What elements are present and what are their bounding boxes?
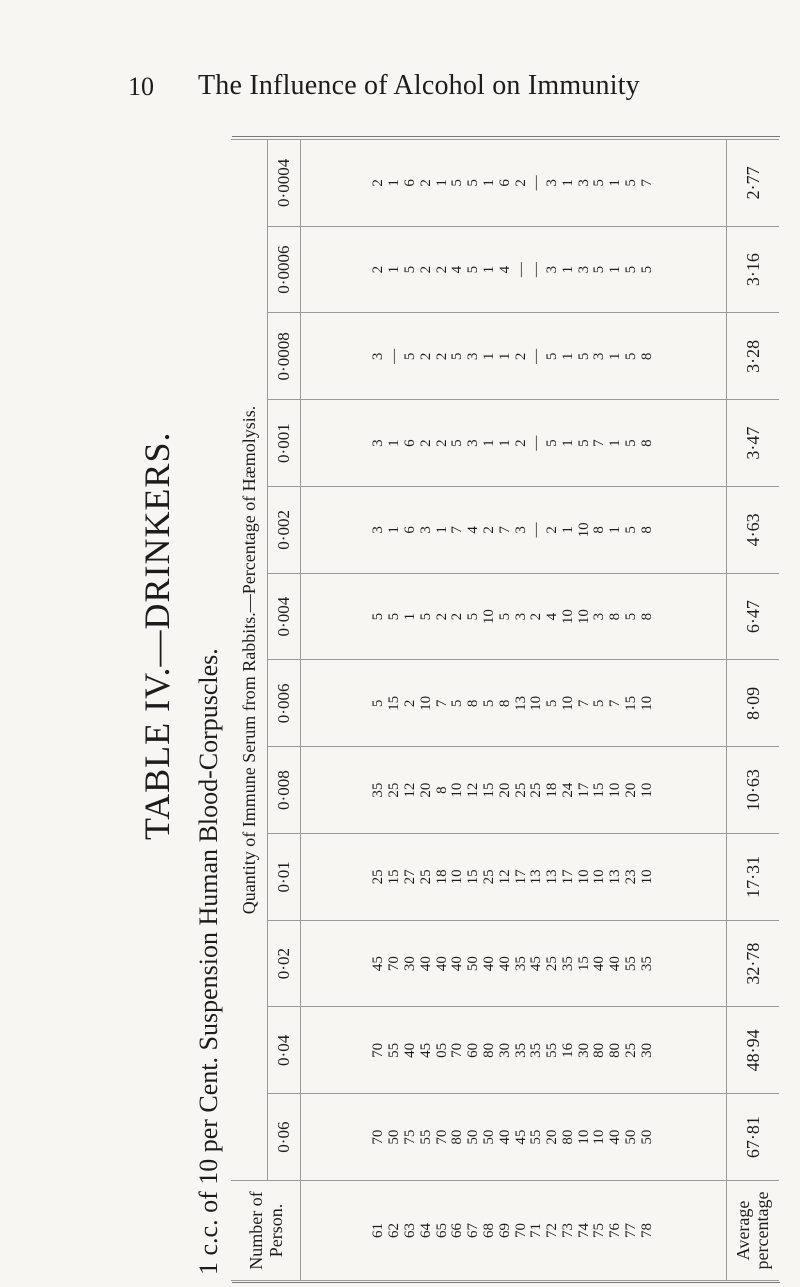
haemolysis-value: 8 xyxy=(433,786,450,794)
haemolysis-value: 1 xyxy=(480,265,497,274)
haemolysis-table-frame xyxy=(231,139,779,1281)
haemolysis-value: 7 xyxy=(433,699,450,708)
haemolysis-value: 25 xyxy=(528,782,545,798)
haemolysis-value: 3 xyxy=(417,526,434,534)
concentration-header: 0·008 xyxy=(268,747,301,834)
haemolysis-value: 5 xyxy=(623,179,640,187)
haemolysis-value: 5 xyxy=(449,352,466,361)
haemolysis-value: 5 xyxy=(623,352,640,361)
haemolysis-value: 3 xyxy=(512,612,529,621)
haemolysis-value: 25 xyxy=(480,869,497,885)
table-bottom-rule xyxy=(232,1282,780,1283)
haemolysis-value: 45 xyxy=(528,956,545,972)
haemolysis-value: 5 xyxy=(623,265,640,274)
haemolysis-value: 4 xyxy=(544,612,561,621)
haemolysis-value: 7 xyxy=(496,526,513,534)
haemolysis-value: 10 xyxy=(638,782,655,798)
haemolysis-value: 80 xyxy=(607,1042,624,1058)
haemolysis-column xyxy=(301,1007,727,1094)
average-label: Average percentage xyxy=(727,1181,780,1281)
haemolysis-value: 35 xyxy=(559,956,576,972)
page-number: 10 xyxy=(128,72,154,101)
haemolysis-value: 40 xyxy=(401,1042,418,1058)
haemolysis-value: 8 xyxy=(465,699,482,708)
concentration-header: 0·0006 xyxy=(268,226,301,313)
haemolysis-value: 40 xyxy=(449,956,466,972)
haemolysis-value: 50 xyxy=(465,956,482,972)
haemolysis-value: 10 xyxy=(575,1129,592,1145)
haemolysis-value: 15 xyxy=(623,695,640,711)
concentration-header: 0·01 xyxy=(268,834,301,921)
haemolysis-value: 1 xyxy=(386,179,403,187)
haemolysis-value: 45 xyxy=(512,1129,529,1145)
haemolysis-column xyxy=(301,747,727,834)
haemolysis-value: 10 xyxy=(638,869,655,885)
haemolysis-value: 70 xyxy=(386,956,403,972)
table-top-rule xyxy=(232,136,780,137)
haemolysis-column xyxy=(301,140,727,227)
haemolysis-value: 10 xyxy=(417,695,434,711)
haemolysis-value: 80 xyxy=(449,1129,466,1145)
haemolysis-column xyxy=(301,1094,727,1181)
haemolysis-value: 15 xyxy=(575,956,592,972)
person-number: 65 xyxy=(433,1223,450,1238)
haemolysis-value: 10 xyxy=(591,1129,608,1145)
haemolysis-value: 10 xyxy=(449,782,466,798)
haemolysis-value: 1 xyxy=(607,352,624,361)
haemolysis-value: 6 xyxy=(401,439,418,447)
table-title: TABLE IV.—DRINKERS. xyxy=(137,431,177,840)
person-number: 69 xyxy=(496,1223,513,1238)
haemolysis-value: 2 xyxy=(512,439,529,447)
haemolysis-value: 15 xyxy=(480,782,497,798)
haemolysis-value: 80 xyxy=(480,1042,497,1058)
haemolysis-value: 10 xyxy=(480,609,497,625)
haemolysis-value: 70 xyxy=(433,1129,450,1145)
haemolysis-column xyxy=(301,313,727,400)
concentration-header: 0·001 xyxy=(268,400,301,487)
haemolysis-value: 55 xyxy=(623,956,640,972)
haemolysis-value: 25 xyxy=(544,956,561,972)
haemolysis-value: 1 xyxy=(433,526,450,534)
table-titles xyxy=(120,140,230,1280)
haemolysis-value: 7 xyxy=(607,699,624,708)
haemolysis-value: 15 xyxy=(386,869,403,885)
haemolysis-value: 40 xyxy=(480,956,497,972)
haemolysis-value: 1 xyxy=(386,265,403,274)
haemolysis-value: 10 xyxy=(575,522,592,538)
haemolysis-value: 5 xyxy=(623,612,640,621)
haemolysis-value: 20 xyxy=(496,782,513,798)
average-value: 17·31 xyxy=(727,834,780,921)
haemolysis-value: 1 xyxy=(607,439,624,447)
haemolysis-value: 4 xyxy=(496,265,513,274)
haemolysis-value: 30 xyxy=(401,956,418,972)
haemolysis-column xyxy=(301,573,727,660)
haemolysis-value: 2 xyxy=(433,612,450,621)
haemolysis-value: 10 xyxy=(575,609,592,625)
haemolysis-value: 4 xyxy=(449,265,466,274)
haemolysis-value: 2 xyxy=(370,265,387,274)
quantity-super-header: Quantity of Immune Serum from Rabbits.—Percentage of Hæmolysis. xyxy=(231,140,268,1181)
concentration-header-row xyxy=(268,140,301,1281)
haemolysis-value: 1 xyxy=(559,179,576,187)
person-number: 70 xyxy=(512,1223,529,1238)
haemolysis-value: 5 xyxy=(575,439,592,447)
haemolysis-value: 2 xyxy=(528,612,545,621)
haemolysis-value: 10 xyxy=(638,695,655,711)
concentration-header: 0·0008 xyxy=(268,313,301,400)
haemolysis-column xyxy=(301,400,727,487)
haemolysis-value: 1 xyxy=(386,526,403,534)
haemolysis-value: 1 xyxy=(607,526,624,534)
haemolysis-column xyxy=(301,226,727,313)
haemolysis-value: 3 xyxy=(370,526,387,534)
haemolysis-value: 8 xyxy=(591,526,608,534)
haemolysis-value: 3 xyxy=(544,265,561,274)
haemolysis-value: 5 xyxy=(370,699,387,708)
haemolysis-value: 7 xyxy=(575,699,592,708)
person-number: 75 xyxy=(591,1223,608,1238)
haemolysis-value: 1 xyxy=(496,439,513,447)
haemolysis-value: 80 xyxy=(591,1042,608,1058)
haemolysis-value: 35 xyxy=(528,1042,545,1058)
average-value: 3·16 xyxy=(727,226,780,313)
haemolysis-value: 8 xyxy=(638,612,655,621)
haemolysis-value: 3 xyxy=(591,612,608,621)
haemolysis-value: 3 xyxy=(544,179,561,187)
haemolysis-value: 1 xyxy=(386,439,403,447)
haemolysis-value: 50 xyxy=(638,1129,655,1145)
haemolysis-value: 5 xyxy=(449,179,466,187)
concentration-header: 0·0004 xyxy=(268,140,301,227)
haemolysis-value: 12 xyxy=(496,869,513,885)
haemolysis-value: 50 xyxy=(480,1129,497,1145)
haemolysis-value: 1 xyxy=(401,612,418,621)
person-column-header: Number of Person. xyxy=(231,1181,301,1281)
haemolysis-value: 40 xyxy=(417,956,434,972)
haemolysis-value: 5 xyxy=(591,265,608,274)
haemolysis-value: 13 xyxy=(607,869,624,885)
running-title: The Influence of Alcohol on Immunity xyxy=(198,70,640,101)
haemolysis-value: 55 xyxy=(417,1129,434,1145)
haemolysis-value: 35 xyxy=(638,956,655,972)
haemolysis-value: — xyxy=(528,522,545,538)
person-number-column xyxy=(301,1181,727,1281)
haemolysis-value: 5 xyxy=(544,439,561,447)
haemolysis-value: 1 xyxy=(496,352,513,361)
person-number: 77 xyxy=(623,1223,640,1238)
haemolysis-value: 3 xyxy=(575,265,592,274)
haemolysis-value: 1 xyxy=(480,179,497,187)
haemolysis-value: 5 xyxy=(370,612,387,621)
haemolysis-value: 15 xyxy=(591,782,608,798)
person-number: 71 xyxy=(528,1223,545,1238)
haemolysis-value: 75 xyxy=(401,1129,418,1145)
haemolysis-column xyxy=(301,487,727,574)
haemolysis-value: — xyxy=(386,348,403,364)
haemolysis-column xyxy=(301,660,727,747)
concentration-header: 0·06 xyxy=(268,1094,301,1181)
haemolysis-value: 1 xyxy=(607,265,624,274)
haemolysis-value: 1 xyxy=(480,439,497,447)
haemolysis-value: 35 xyxy=(512,1042,529,1058)
haemolysis-value: 10 xyxy=(575,869,592,885)
haemolysis-value: 80 xyxy=(559,1129,576,1145)
haemolysis-value: 3 xyxy=(465,439,482,447)
haemolysis-value: 5 xyxy=(591,699,608,708)
haemolysis-value: 70 xyxy=(370,1129,387,1145)
haemolysis-value: 5 xyxy=(401,265,418,274)
haemolysis-value: 1 xyxy=(559,526,576,534)
average-value: 6·47 xyxy=(727,573,780,660)
person-number: 61 xyxy=(370,1223,387,1238)
haemolysis-value: 2 xyxy=(512,352,529,361)
haemolysis-value: 8 xyxy=(607,612,624,621)
haemolysis-value: 10 xyxy=(528,695,545,711)
average-value: 2·77 xyxy=(727,140,780,227)
haemolysis-value: 2 xyxy=(417,352,434,361)
haemolysis-value: 10 xyxy=(607,782,624,798)
person-number: 74 xyxy=(575,1223,592,1238)
page-header xyxy=(0,0,800,110)
haemolysis-value: 5 xyxy=(544,699,561,708)
average-value: 32·78 xyxy=(727,920,780,1007)
haemolysis-value: 7 xyxy=(638,179,655,187)
haemolysis-value: 27 xyxy=(401,869,418,885)
haemolysis-value: 6 xyxy=(496,179,513,187)
concentration-header: 0·002 xyxy=(268,487,301,574)
haemolysis-value: 2 xyxy=(512,179,529,187)
body-row xyxy=(301,140,727,1281)
haemolysis-value: 23 xyxy=(623,869,640,885)
person-number: 63 xyxy=(401,1223,418,1238)
haemolysis-value: 12 xyxy=(401,782,418,798)
haemolysis-value: 5 xyxy=(623,526,640,534)
haemolysis-value: 25 xyxy=(417,869,434,885)
haemolysis-value: 70 xyxy=(449,1042,466,1058)
haemolysis-value: 8 xyxy=(496,699,513,708)
haemolysis-value: 30 xyxy=(575,1042,592,1058)
haemolysis-value: 25 xyxy=(512,782,529,798)
average-value: 10·63 xyxy=(727,747,780,834)
concentration-header: 0·004 xyxy=(268,573,301,660)
haemolysis-value: 6 xyxy=(401,526,418,534)
concentration-header: 0·04 xyxy=(268,1007,301,1094)
haemolysis-value: 5 xyxy=(480,699,497,708)
haemolysis-value: 2 xyxy=(417,265,434,274)
haemolysis-value: 10 xyxy=(559,609,576,625)
average-value: 4·63 xyxy=(727,487,780,574)
haemolysis-value: 7 xyxy=(449,526,466,534)
haemolysis-value: 3 xyxy=(370,439,387,447)
haemolysis-value: 1 xyxy=(607,179,624,187)
average-value: 67·81 xyxy=(727,1094,780,1181)
haemolysis-value: 2 xyxy=(401,699,418,708)
haemolysis-value: 50 xyxy=(465,1129,482,1145)
haemolysis-value: 2 xyxy=(433,352,450,361)
haemolysis-value: 13 xyxy=(512,695,529,711)
person-number: 72 xyxy=(544,1223,561,1238)
haemolysis-value: 2 xyxy=(480,526,497,534)
haemolysis-value: — xyxy=(528,262,545,278)
haemolysis-value: 6 xyxy=(401,179,418,187)
haemolysis-value: 8 xyxy=(638,352,655,361)
person-number: 64 xyxy=(417,1223,434,1238)
haemolysis-value: 17 xyxy=(559,869,576,885)
haemolysis-value: 40 xyxy=(496,956,513,972)
person-number: 67 xyxy=(465,1223,482,1238)
person-number: 66 xyxy=(449,1223,466,1238)
haemolysis-value: 2 xyxy=(544,526,561,534)
haemolysis-value: 17 xyxy=(512,869,529,885)
haemolysis-value: 5 xyxy=(465,179,482,187)
person-number: 62 xyxy=(386,1223,403,1238)
table-subtitle: 1 c.c. of 10 per Cent. Suspension Human Blood-Corpuscles. xyxy=(194,648,223,1275)
haemolysis-value: 55 xyxy=(386,1042,403,1058)
haemolysis-value: — xyxy=(528,435,545,451)
person-number: 78 xyxy=(638,1223,655,1238)
haemolysis-value: 1 xyxy=(559,265,576,274)
haemolysis-value: 5 xyxy=(575,352,592,361)
haemolysis-value: 70 xyxy=(370,1042,387,1058)
haemolysis-value: 4 xyxy=(465,526,482,534)
concentration-header: 0·02 xyxy=(268,920,301,1007)
haemolysis-value: 25 xyxy=(623,1042,640,1058)
haemolysis-value: 5 xyxy=(449,439,466,447)
haemolysis-value: — xyxy=(528,175,545,191)
haemolysis-value: 55 xyxy=(544,1042,561,1058)
haemolysis-value: 45 xyxy=(370,956,387,972)
haemolysis-value: 5 xyxy=(465,265,482,274)
haemolysis-value: 3 xyxy=(591,352,608,361)
haemolysis-value: 5 xyxy=(401,352,418,361)
haemolysis-value: 5 xyxy=(417,612,434,621)
average-value: 48·94 xyxy=(727,1007,780,1094)
haemolysis-value: 15 xyxy=(465,869,482,885)
haemolysis-value: 5 xyxy=(544,352,561,361)
haemolysis-value: 50 xyxy=(386,1129,403,1145)
average-value: 3·28 xyxy=(727,313,780,400)
concentration-header: 0·006 xyxy=(268,660,301,747)
haemolysis-value: 5 xyxy=(591,179,608,187)
haemolysis-column xyxy=(301,920,727,1007)
haemolysis-value: 10 xyxy=(559,695,576,711)
haemolysis-value: 1 xyxy=(559,352,576,361)
haemolysis-value: 13 xyxy=(544,869,561,885)
haemolysis-value: 3 xyxy=(465,352,482,361)
haemolysis-value: 2 xyxy=(417,439,434,447)
haemolysis-value: 18 xyxy=(433,869,450,885)
super-header-row xyxy=(231,140,268,1281)
haemolysis-value: 3 xyxy=(575,179,592,187)
average-row xyxy=(727,140,780,1281)
haemolysis-value: 2 xyxy=(449,612,466,621)
haemolysis-value: 5 xyxy=(386,612,403,621)
haemolysis-value: 12 xyxy=(465,782,482,798)
average-value: 8·09 xyxy=(727,660,780,747)
haemolysis-value: 5 xyxy=(449,699,466,708)
haemolysis-value: 45 xyxy=(417,1042,434,1058)
haemolysis-value: 20 xyxy=(544,1129,561,1145)
haemolysis-value: 2 xyxy=(433,265,450,274)
haemolysis-value: 1 xyxy=(480,352,497,361)
haemolysis-value: 50 xyxy=(623,1129,640,1145)
haemolysis-value: 3 xyxy=(512,526,529,534)
haemolysis-value: 2 xyxy=(433,439,450,447)
haemolysis-value: 7 xyxy=(591,439,608,447)
haemolysis-value: — xyxy=(528,348,545,364)
haemolysis-value: 55 xyxy=(528,1129,545,1145)
haemolysis-value: 20 xyxy=(417,782,434,798)
haemolysis-value: 40 xyxy=(607,956,624,972)
haemolysis-value: 1 xyxy=(433,179,450,187)
person-number: 73 xyxy=(559,1223,576,1238)
haemolysis-value: 10 xyxy=(591,869,608,885)
haemolysis-value: 2 xyxy=(417,179,434,187)
person-number: 68 xyxy=(480,1223,497,1238)
haemolysis-value: 8 xyxy=(638,439,655,447)
haemolysis-value: 40 xyxy=(591,956,608,972)
haemolysis-value: 25 xyxy=(386,782,403,798)
haemolysis-value: 10 xyxy=(449,869,466,885)
haemolysis-value: 30 xyxy=(638,1042,655,1058)
haemolysis-value: 5 xyxy=(623,439,640,447)
haemolysis-value: 35 xyxy=(370,782,387,798)
haemolysis-value: 20 xyxy=(623,782,640,798)
haemolysis-value: 8 xyxy=(638,526,655,534)
haemolysis-value: 5 xyxy=(465,612,482,621)
haemolysis-value: 24 xyxy=(559,782,576,798)
haemolysis-value: 35 xyxy=(512,956,529,972)
haemolysis-value: 2 xyxy=(370,179,387,187)
haemolysis-value: 18 xyxy=(544,782,561,798)
haemolysis-value: 17 xyxy=(575,782,592,798)
haemolysis-value: 05 xyxy=(433,1042,450,1058)
haemolysis-value: — xyxy=(512,262,529,278)
haemolysis-value: 13 xyxy=(528,869,545,885)
haemolysis-value: 3 xyxy=(370,352,387,361)
haemolysis-value: 25 xyxy=(370,869,387,885)
haemolysis-table-rotated xyxy=(231,139,779,1281)
haemolysis-value: 60 xyxy=(465,1042,482,1058)
haemolysis-column xyxy=(301,834,727,921)
haemolysis-value: 5 xyxy=(638,265,655,274)
haemolysis-table xyxy=(231,139,779,1281)
haemolysis-value: 40 xyxy=(607,1129,624,1145)
haemolysis-value: 1 xyxy=(559,439,576,447)
haemolysis-value: 40 xyxy=(496,1129,513,1145)
haemolysis-value: 30 xyxy=(496,1042,513,1058)
haemolysis-value: 15 xyxy=(386,695,403,711)
person-number: 76 xyxy=(607,1223,624,1238)
haemolysis-value: 5 xyxy=(496,612,513,621)
average-value: 3·47 xyxy=(727,400,780,487)
haemolysis-value: 16 xyxy=(559,1042,576,1058)
haemolysis-value: 40 xyxy=(433,956,450,972)
